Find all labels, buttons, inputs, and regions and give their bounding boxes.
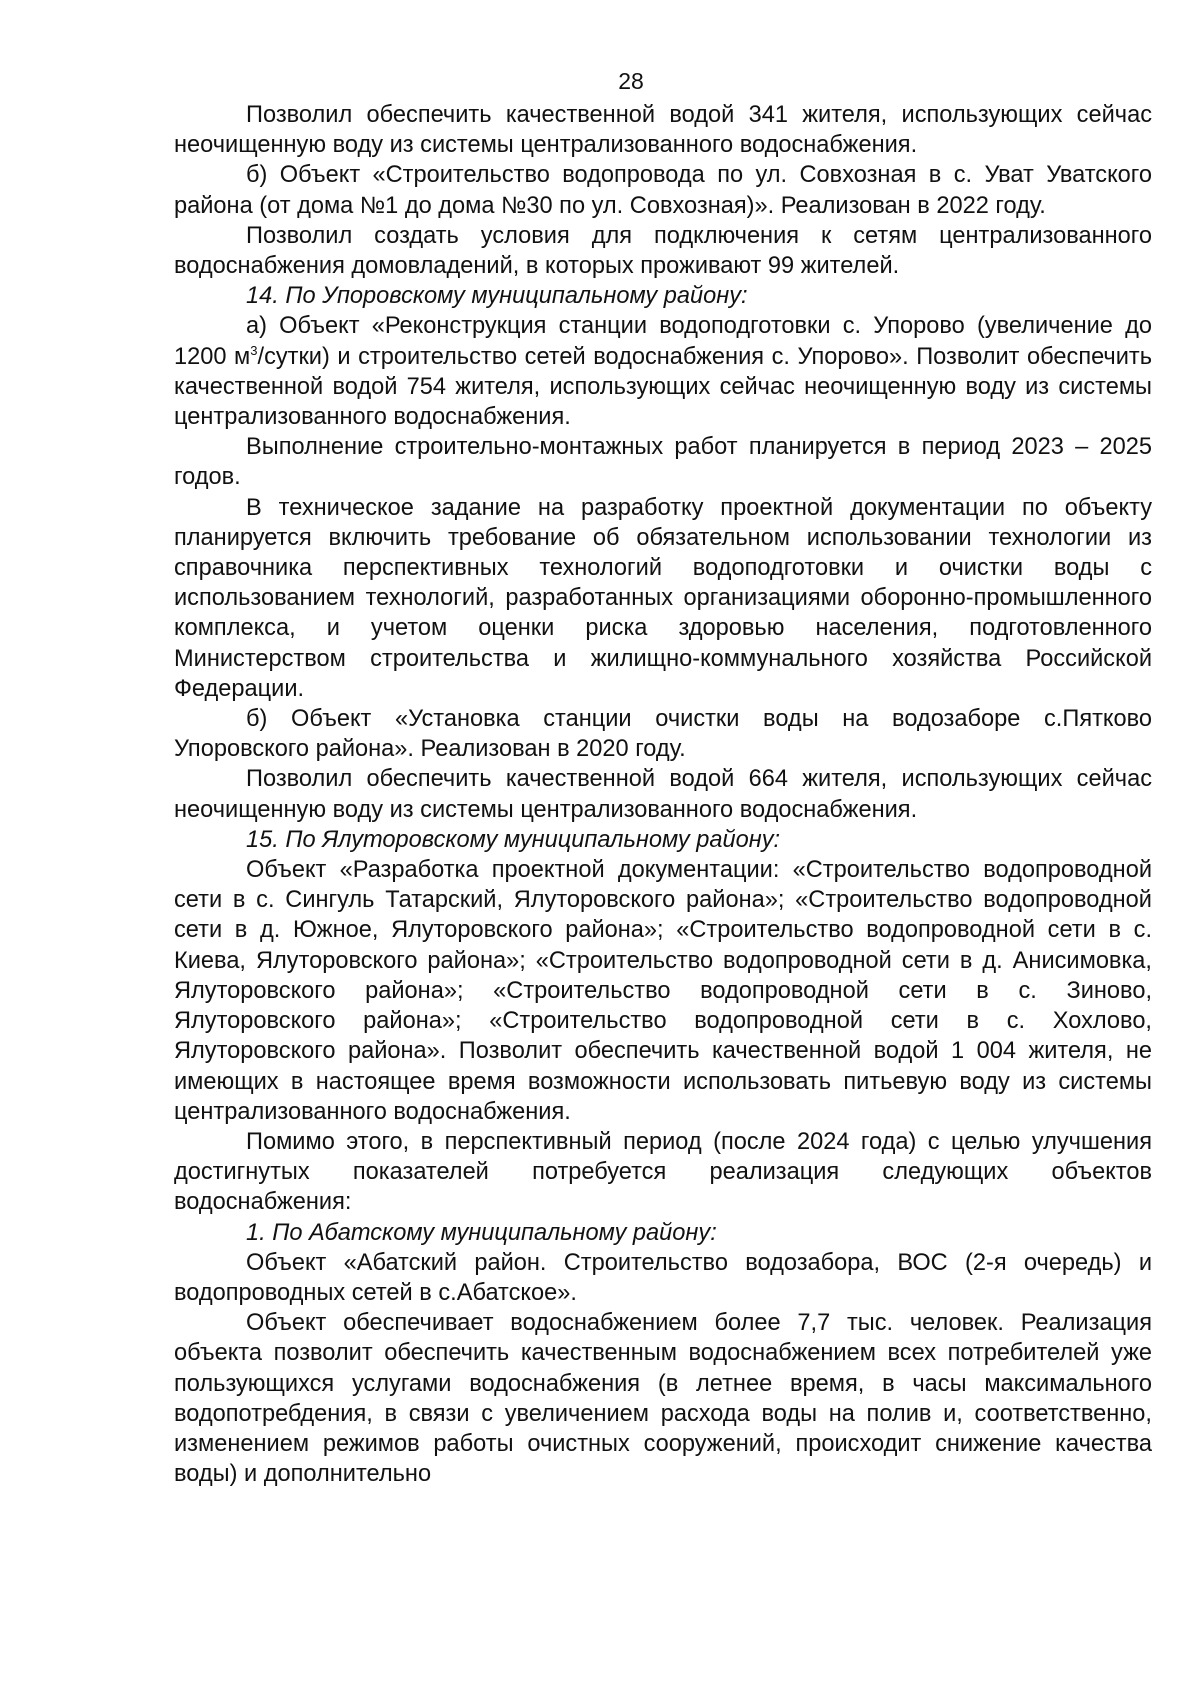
section-heading: 1. По Абатскому муниципальному району: bbox=[246, 1219, 717, 1246]
paragraph: В техническое задание на разработку проектной документации по объекту планируется включить требование об обязательном использовании технологии из справочника перспективных технологий водоподготовки и очистки воды с использованием технологий, разработанных организациями оборонно-промышленного комплекса, и учетом оценки риска здоровью населения, подготовленного Министерством строительства и жилищно-коммунального хозяйства Российской Федерации. bbox=[174, 494, 1152, 702]
paragraph-with-superscript bbox=[174, 311, 1152, 432]
paragraph: Объект обеспечивает водоснабжением более 7,7 тыс. человек. Реализация объекта позволит обеспечить качественным водоснабжением всех потребителей уже пользующихся услугами водоснабжения (в летнее время, в часы максимального водопотребдения, в связи с увеличением расхода воды на полив и, соответственно, изменением режимов работы очистных сооружений, происходит снижение качества воды) и дополнительно bbox=[174, 1310, 1152, 1488]
paragraph: б) Объект «Установка станции очистки воды на водозаборе с.Пятково Упоровского района». Реализован в 2020 году. bbox=[174, 706, 1152, 763]
paragraph: Объект «Абатский район. Строительство водозабора, ВОС (2-я очередь) и водопроводных сетей в с.Абатское». bbox=[174, 1249, 1152, 1306]
section-heading: 14. По Упоровскому муниципальному району: bbox=[246, 283, 748, 310]
text-run: /сутки) и строительство сетей водоснабжения с. Упорово». Позволит обеспечить качественной водой 754 жителя, использующих сейчас неочищенную воду из системы централизованного водоснабжения. bbox=[174, 343, 1153, 431]
paragraph: Помимо этого, в перспективный период (после 2024 года) с целью улучшения достигнутых показателей потребуется реализация следующих объектов водоснабжения: bbox=[174, 1128, 1152, 1216]
paragraph: Позволил обеспечить качественной водой 341 жителя, использующих сейчас неочищенную воду из системы централизованного водоснабжения. bbox=[174, 102, 1152, 159]
superscript: 3 bbox=[250, 342, 258, 358]
page-number: 28 bbox=[618, 68, 644, 94]
paragraph: б) Объект «Строительство водопровода по ул. Совхозная в с. Уват Уватского района (от дома №1 до дома №30 по ул. Совхозная)». Реализован в 2022 году. bbox=[174, 162, 1152, 219]
paragraph: Позволил создать условия для подключения к сетям централизованного водоснабжения домовладений, в которых проживают 99 жителей. bbox=[174, 222, 1152, 280]
paragraph: Объект «Разработка проектной документации: «Строительство водопроводной сети в с. Сингуль Татарский, Ялуторовского района»; «Строительство водопроводной сети в д. Южное, Ялуторовского района»; «Строительство водопроводной сети в с. Киева, Ялуторовского района»; «Строительство водопроводной сети в д. Анисимовка, Ялуторовского района»; «Строительство водопроводной сети в с. Зиново, Ялуторовского района»; «Строительство водопроводной сети в с. Хохлово, Ялуторовского района». Позволит обеспечить качественной водой 1 004 жителя, не имеющих в настоящее время возможности использовать питьевую воду из системы централизованного водоснабжения. bbox=[174, 857, 1152, 1125]
document-body bbox=[174, 100, 1152, 1489]
section-heading: 15. По Ялуторовскому муниципальному району: bbox=[246, 826, 781, 853]
paragraph: Позволил обеспечить качественной водой 664 жителя, использующих сейчас неочищенную воду из системы централизованного водоснабжения. bbox=[174, 766, 1152, 823]
text-run: а) Объект «Реконструкция станции водоподготовки с. Упорово (увеличение до 1200 м bbox=[174, 313, 1152, 370]
paragraph: Выполнение строительно-монтажных работ планируется в период 2023 – 2025 годов. bbox=[174, 434, 1152, 491]
